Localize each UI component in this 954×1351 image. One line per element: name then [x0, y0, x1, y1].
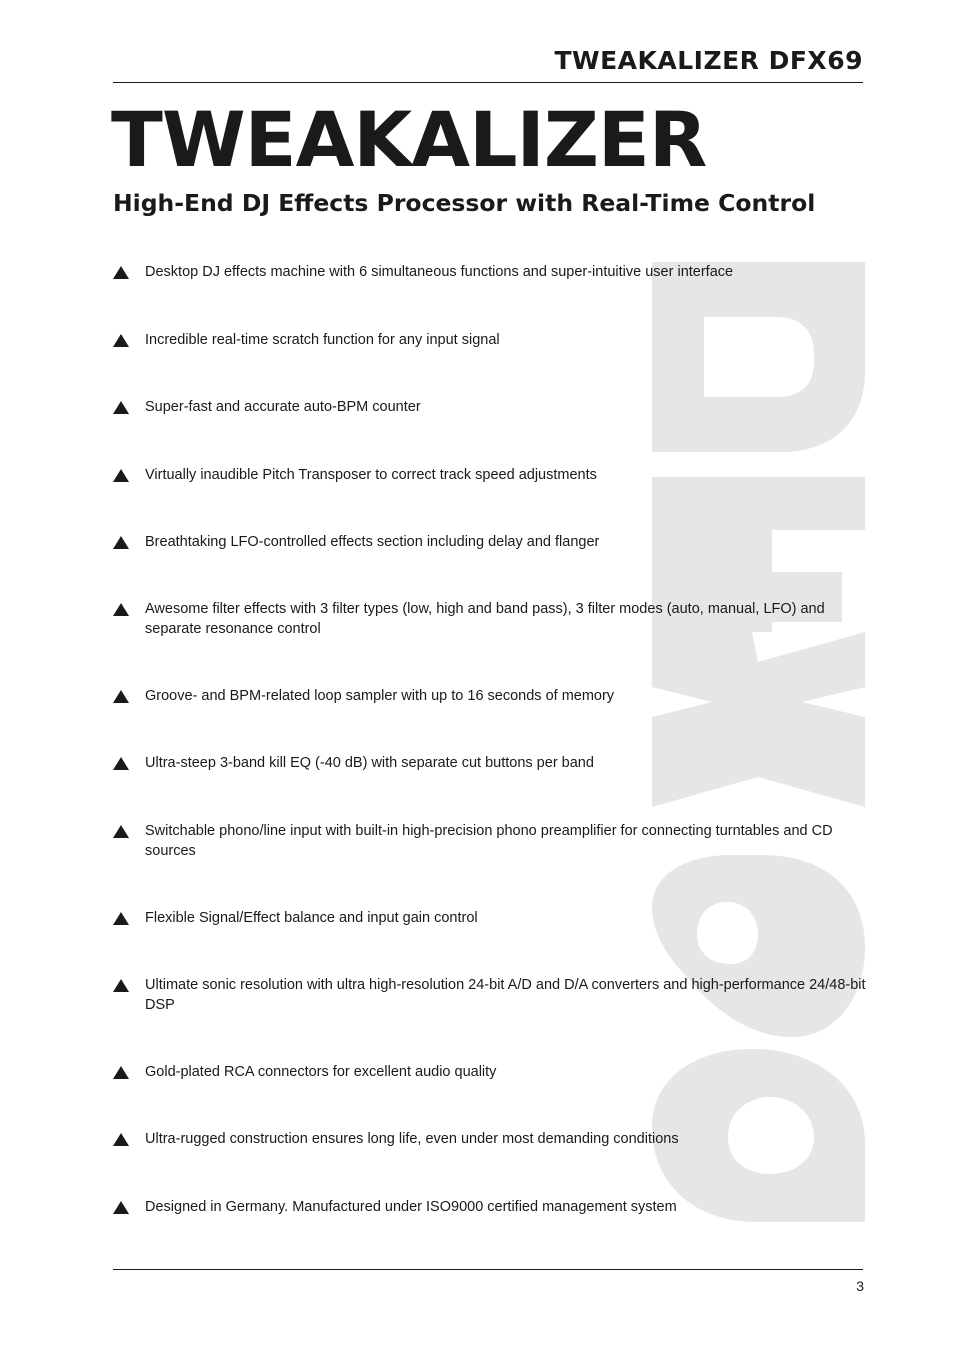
feature-text: Awesome filter effects with 3 filter types (low, high and band pass), 3 filter modes (auto, manual, LFO) and separate resonance control	[145, 601, 825, 637]
feature-text: Gold-plated RCA connectors for excellent audio quality	[145, 1064, 497, 1080]
feature-text: Ultra-rugged construction ensures long life, even under most demanding conditions	[145, 1131, 679, 1147]
page-number: 3	[856, 1278, 864, 1294]
feature-text: Flexible Signal/Effect balance and input gain control	[145, 910, 478, 926]
triangle-up-icon	[113, 690, 129, 703]
triangle-up-icon	[113, 603, 129, 616]
triangle-up-icon	[113, 825, 129, 838]
feature-text: Ultra-steep 3-band kill EQ (-40 dB) with separate cut buttons per band	[145, 755, 594, 771]
header-divider	[113, 82, 863, 83]
triangle-up-icon	[113, 536, 129, 549]
triangle-up-icon	[113, 334, 129, 347]
feature-text: Designed in Germany. Manufactured under ISO9000 certified management system	[145, 1199, 677, 1215]
triangle-up-icon	[113, 469, 129, 482]
triangle-up-icon	[113, 266, 129, 279]
triangle-up-icon	[113, 1133, 129, 1146]
triangle-up-icon	[113, 1201, 129, 1214]
feature-text: Groove- and BPM-related loop sampler with up to 16 seconds of memory	[145, 688, 615, 704]
triangle-up-icon	[113, 979, 129, 992]
feature-text: Ultimate sonic resolution with ultra high-resolution 24-bit A/D and D/A converters and high-performance 24/48-bit DSP	[145, 977, 866, 1013]
triangle-up-icon	[113, 401, 129, 414]
triangle-up-icon	[113, 757, 129, 770]
triangle-up-icon	[113, 1066, 129, 1079]
footer-divider	[113, 1269, 863, 1270]
feature-text: Desktop DJ effects machine with 6 simultaneous functions and super-intuitive user interface	[145, 264, 734, 280]
feature-text: Breathtaking LFO-controlled effects section including delay and flanger	[145, 534, 600, 550]
feature-text: Incredible real-time scratch function for any input signal	[145, 332, 500, 348]
triangle-up-icon	[113, 912, 129, 925]
feature-text: Super-fast and accurate auto-BPM counter	[145, 399, 421, 415]
feature-text: Switchable phono/line input with built-in high-precision phono preamplifier for connecting turntables and CD sources	[145, 823, 833, 859]
subtitle: High-End DJ Effects Processor with Real-Time Control	[113, 189, 816, 217]
main-title: TWEAKALIZER	[111, 95, 707, 184]
header-model-title: TWEAKALIZER DFX69	[554, 46, 863, 75]
feature-text: Virtually inaudible Pitch Transposer to correct track speed adjustments	[145, 467, 597, 483]
